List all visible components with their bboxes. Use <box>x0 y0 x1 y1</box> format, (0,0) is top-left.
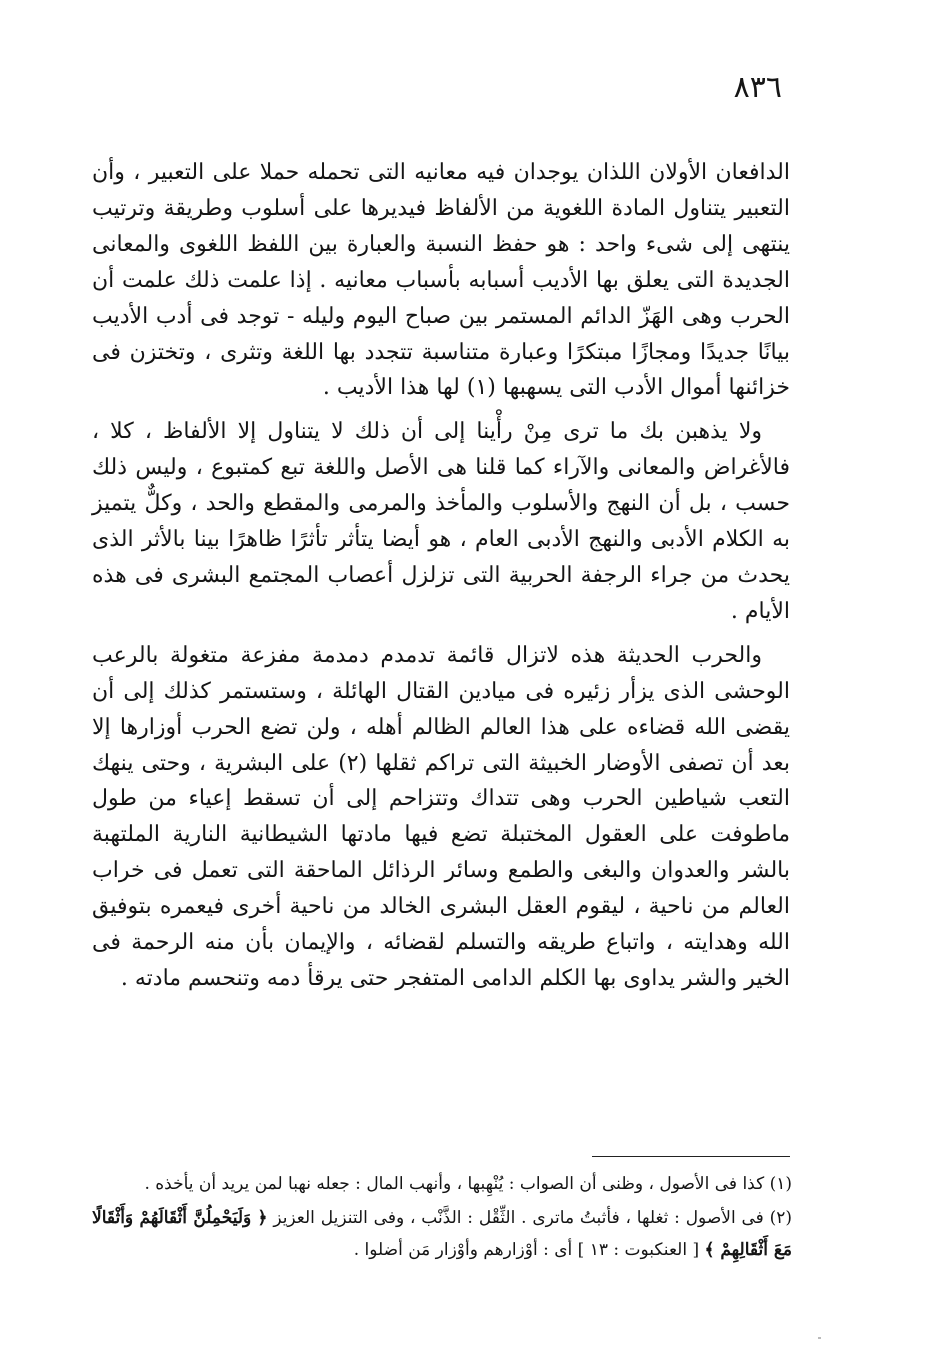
scan-speck <box>818 1337 821 1339</box>
footnote-divider <box>592 1156 790 1157</box>
paragraph-3: والحرب الحديثة هذه لاتزال قائمة تدمدم دمدمة مفزعة متغولة بالرعب الوحشى الذى يزأر زئيره فى ميادين القتال الهائلة ، وستستمر كذلك إلى أن يقضى الله قضاءه على هذا العالم الظالم أهله ، ولن تضع الحرب أوزارها إلا بعد أن تصفى الأوضار الخبيثة التى تراكم ثقلها (٢) على البشرية ، وحتى ينهك التعب شياطين الحرب وهى تتداك وتتزاحم إلى أن تسقط إعياء من طول ماطوفت على العقول المختبلة تضع فيها مادتها الشيطانية النارية الملتهبة بالشر والعدوان والبغى والطمع وسائر الرذائل الماحقة التى تعمل فى خراب العالم من ناحية ، ليقوم العقل البشرى الخالد من ناحية أخرى فيعمره بتوفيق الله وهدايته ، واتباع طريقه والتسلم لقضائه ، والإيمان بأن منه الرحمة فى الخير والشر يداوى بها الكلم الدامى المتفجر حتى يرقأ دمه وتنحسم مادته . <box>92 642 790 991</box>
footnote-2-text: (٢) فى الأصول : ثغلها ، فأثبتُ ماترى . الثِّقْل : الذَّنْب ، وفى التنزيل العزيز <box>273 1208 793 1228</box>
footnote-2-citation: [ العنكبوت : ١٣ ] أى : أوْزارهم وأوْزار مَن أضلوا . <box>353 1240 700 1260</box>
page-number: ٨٣٦ <box>733 70 782 105</box>
footnote-1: (١) كذا فى الأصول ، وظنى أن الصواب : يُنْهِبها ، وأنهب المال : جعله نهبا لمن يريد أن يأخذه . <box>144 1174 792 1194</box>
footnote-2 <box>92 1202 792 1266</box>
footnotes <box>92 1168 792 1266</box>
quran-quote: ﴿ وَلَيَحْمِلُنَّ أَثْقَالَهُمْ وَأَثْقَالًا مَعَ أَثْقَالِهِمْ ﴾ <box>92 1208 792 1260</box>
paragraph-2: ولا يذهبن بك ما ترى مِنْ رأْينا إلى أن ذلك لا يتناول إلا الألفاظ ، كلا ، فالأغراض والمعانى والآراء كما قلنا هى الأصل واللغة تبع كمتبوع ، وليس ذلك حسب ، بل أن النهج والأسلوب والمأخذ والمرمى والمقطع والحد ، وكلٌّ يتميز به الكلام الأدبى والنهج الأدبى العام ، هو أيضا يتأثر تأثرًا ظاهرًا بينا بالأثر الذى يحدث من جراء الرجفة الحربية التى تزلزل أعصاب المجتمع البشرى فى هذه الأيام . <box>92 419 790 624</box>
paragraph-1: الدافعان الأولان اللذان يوجدان فيه معانيه التى تحمله حملا على التعبير ، وأن التعبير يتناول المادة اللغوية من الألفاظ فيديرها على أسلوب وطريقة وترتيب ينتهى إلى شىء واحد : هو حفظ النسبة والعبارة بين اللفظ اللغوى والمعانى الجديدة التى يعلق بها الأديب أسبابه بأسباب معانيه . إذا علمت ذلك علمت أن الحرب وهى الهَزّ الدائم المستمر بين صباح اليوم وليله - توجد فى أدب الأديب بيانًا جديدًا ومجازًا مبتكرًا وعبارة متناسبة تتجدد بها اللغة وتثرى ، وتختزن فى خزائنها أموال الأدب التى يسهبها (١) لها هذا الأديب . <box>92 160 790 401</box>
body-text <box>92 155 790 997</box>
